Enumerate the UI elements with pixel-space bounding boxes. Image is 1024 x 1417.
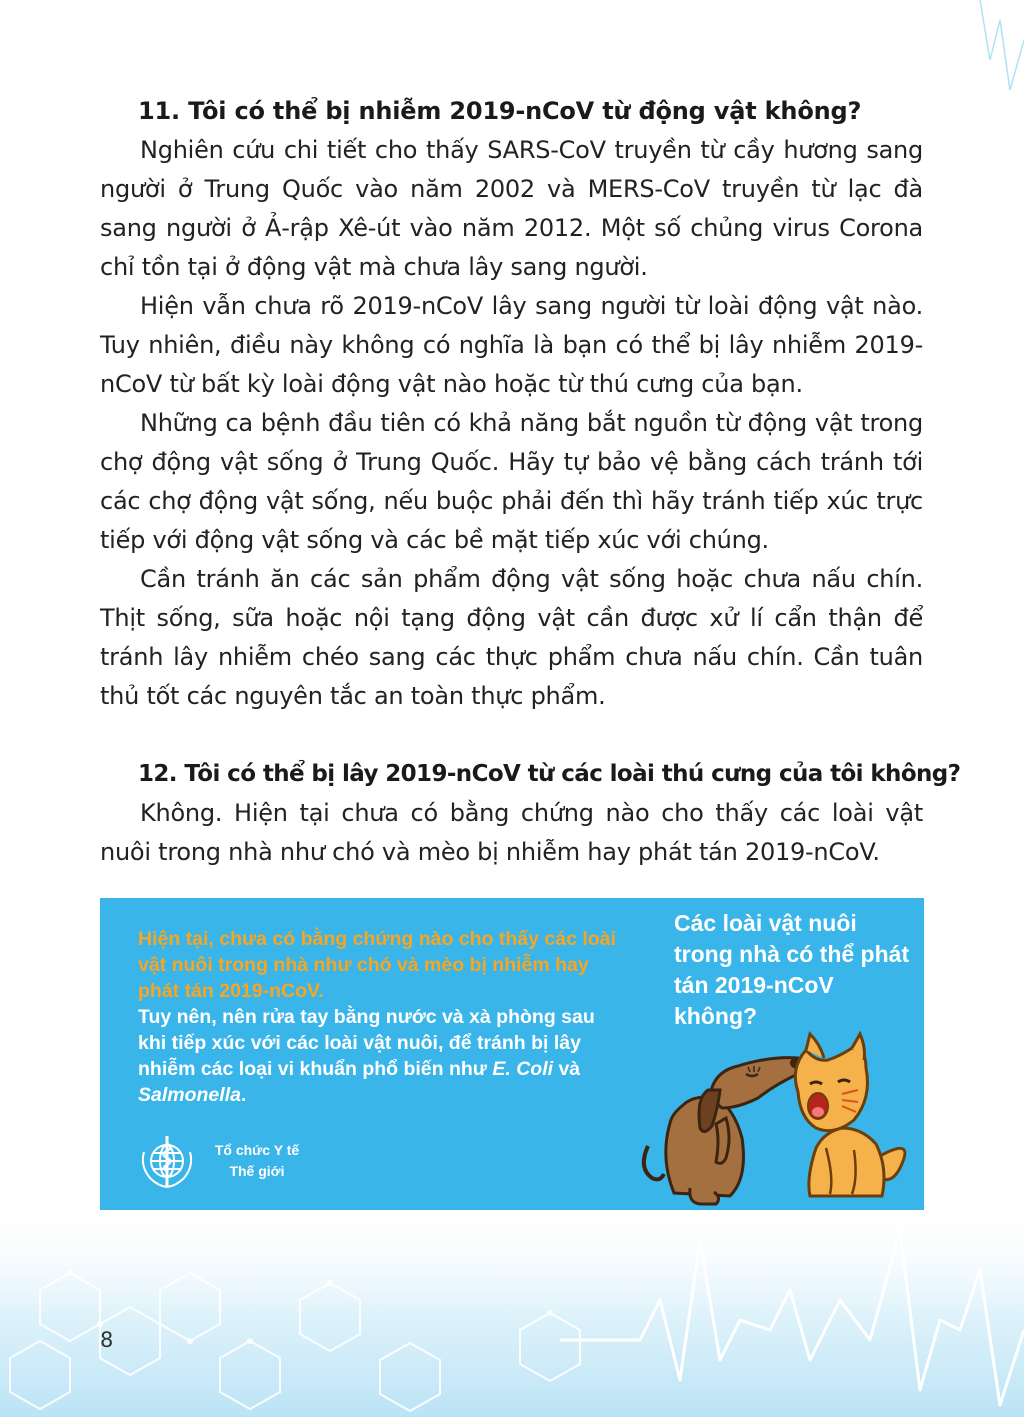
section-12-heading: 12. Tôi có thể bị lây 2019-nCoV từ các loài thú cưng của tôi không? [138,761,961,787]
and-word: và [558,1058,581,1080]
dog-icon [644,1057,806,1204]
ecoli-text: E. Coli [492,1058,554,1080]
section-11-paragraph-4: Cần tránh ăn các sản phẩm động vật sống hoặc chưa nấu chín. Thịt sống, sữa hoặc nội tạng động vật cần được xử lí cẩn thận để tránh lây nhiễm chéo sang các thực phẩm chưa nấu chín. Cần tuân thủ tốt các nguyên tắc an toàn thực phẩm. [100,565,923,710]
cat-icon [795,1034,905,1196]
section-12-paragraph: Không. Hiện tại chưa có bằng chứng nào cho thấy các loài vật nuôi trong nhà như chó và mèo bị nhiễm hay phát tán 2019-nCoV. [100,799,923,866]
section-11-paragraph-2: Hiện vẫn chưa rõ 2019-nCoV lây sang người từ loài động vật nào. Tuy nhiên, điều này không có nghĩa là bạn có thể bị lây nhiễm 2019-nCoV từ bất kỳ loài động vật nào hoặc từ thú cưng của bạn. [100,292,923,398]
who-name: Tổ chức Y tế Thế giới [214,1142,300,1179]
section-11-heading: 11. Tôi có thể bị nhiễm 2019-nCoV từ động vật không? [138,97,862,125]
section-11-paragraph-3: Những ca bệnh đầu tiên có khả năng bắt nguồn từ động vật trong chợ động vật sống ở Trung Quốc. Hãy tự bảo vệ bằng cách tránh tới các chợ động vật sống, nếu buộc phải đến thì hãy tránh tiếp xúc trực tiếp với động vật sống và các bề mặt tiếp xúc với chúng. [100,409,923,554]
infographic-orange-text: Hiện tại, chưa có bằng chứng nào cho thấy các loài vật nuôi trong nhà như chó và mèo bị nhiễm hay phát tán 2019-nCoV. [138,928,616,1002]
infographic-white-text-part1: Tuy nên, nên rửa tay bằng nước và xà phòng sau khi tiếp xúc với các loài vật nuôi, để tránh bị lây nhiễm các loại vi khuẩn phổ biến như [138,1006,595,1080]
salmonella-text: Salmonella [138,1084,241,1106]
page-number: 8 [100,1328,114,1352]
infographic-body [138,926,628,1108]
dog-and-cat-illustration [630,1028,924,1210]
infographic-white-text [138,1004,628,1108]
infographic-question: Các loài vật nuôi trong nhà có thể phát tán 2019-nCoV không? [674,910,910,1029]
section-11-paragraph-1: Nghiên cứu chi tiết cho thấy SARS-CoV truyền từ cầy hương sang người ở Trung Quốc vào năm 2002 và MERS-CoV truyền từ lạc đà sang người ở Ả-rập Xê-út vào năm 2012. Một số chủng virus Corona chỉ tồn tại ở động vật mà chưa lây sang người. [100,136,923,281]
period: . [240,1084,247,1106]
who-logo-icon [136,1130,198,1192]
who-infographic [100,898,924,1210]
